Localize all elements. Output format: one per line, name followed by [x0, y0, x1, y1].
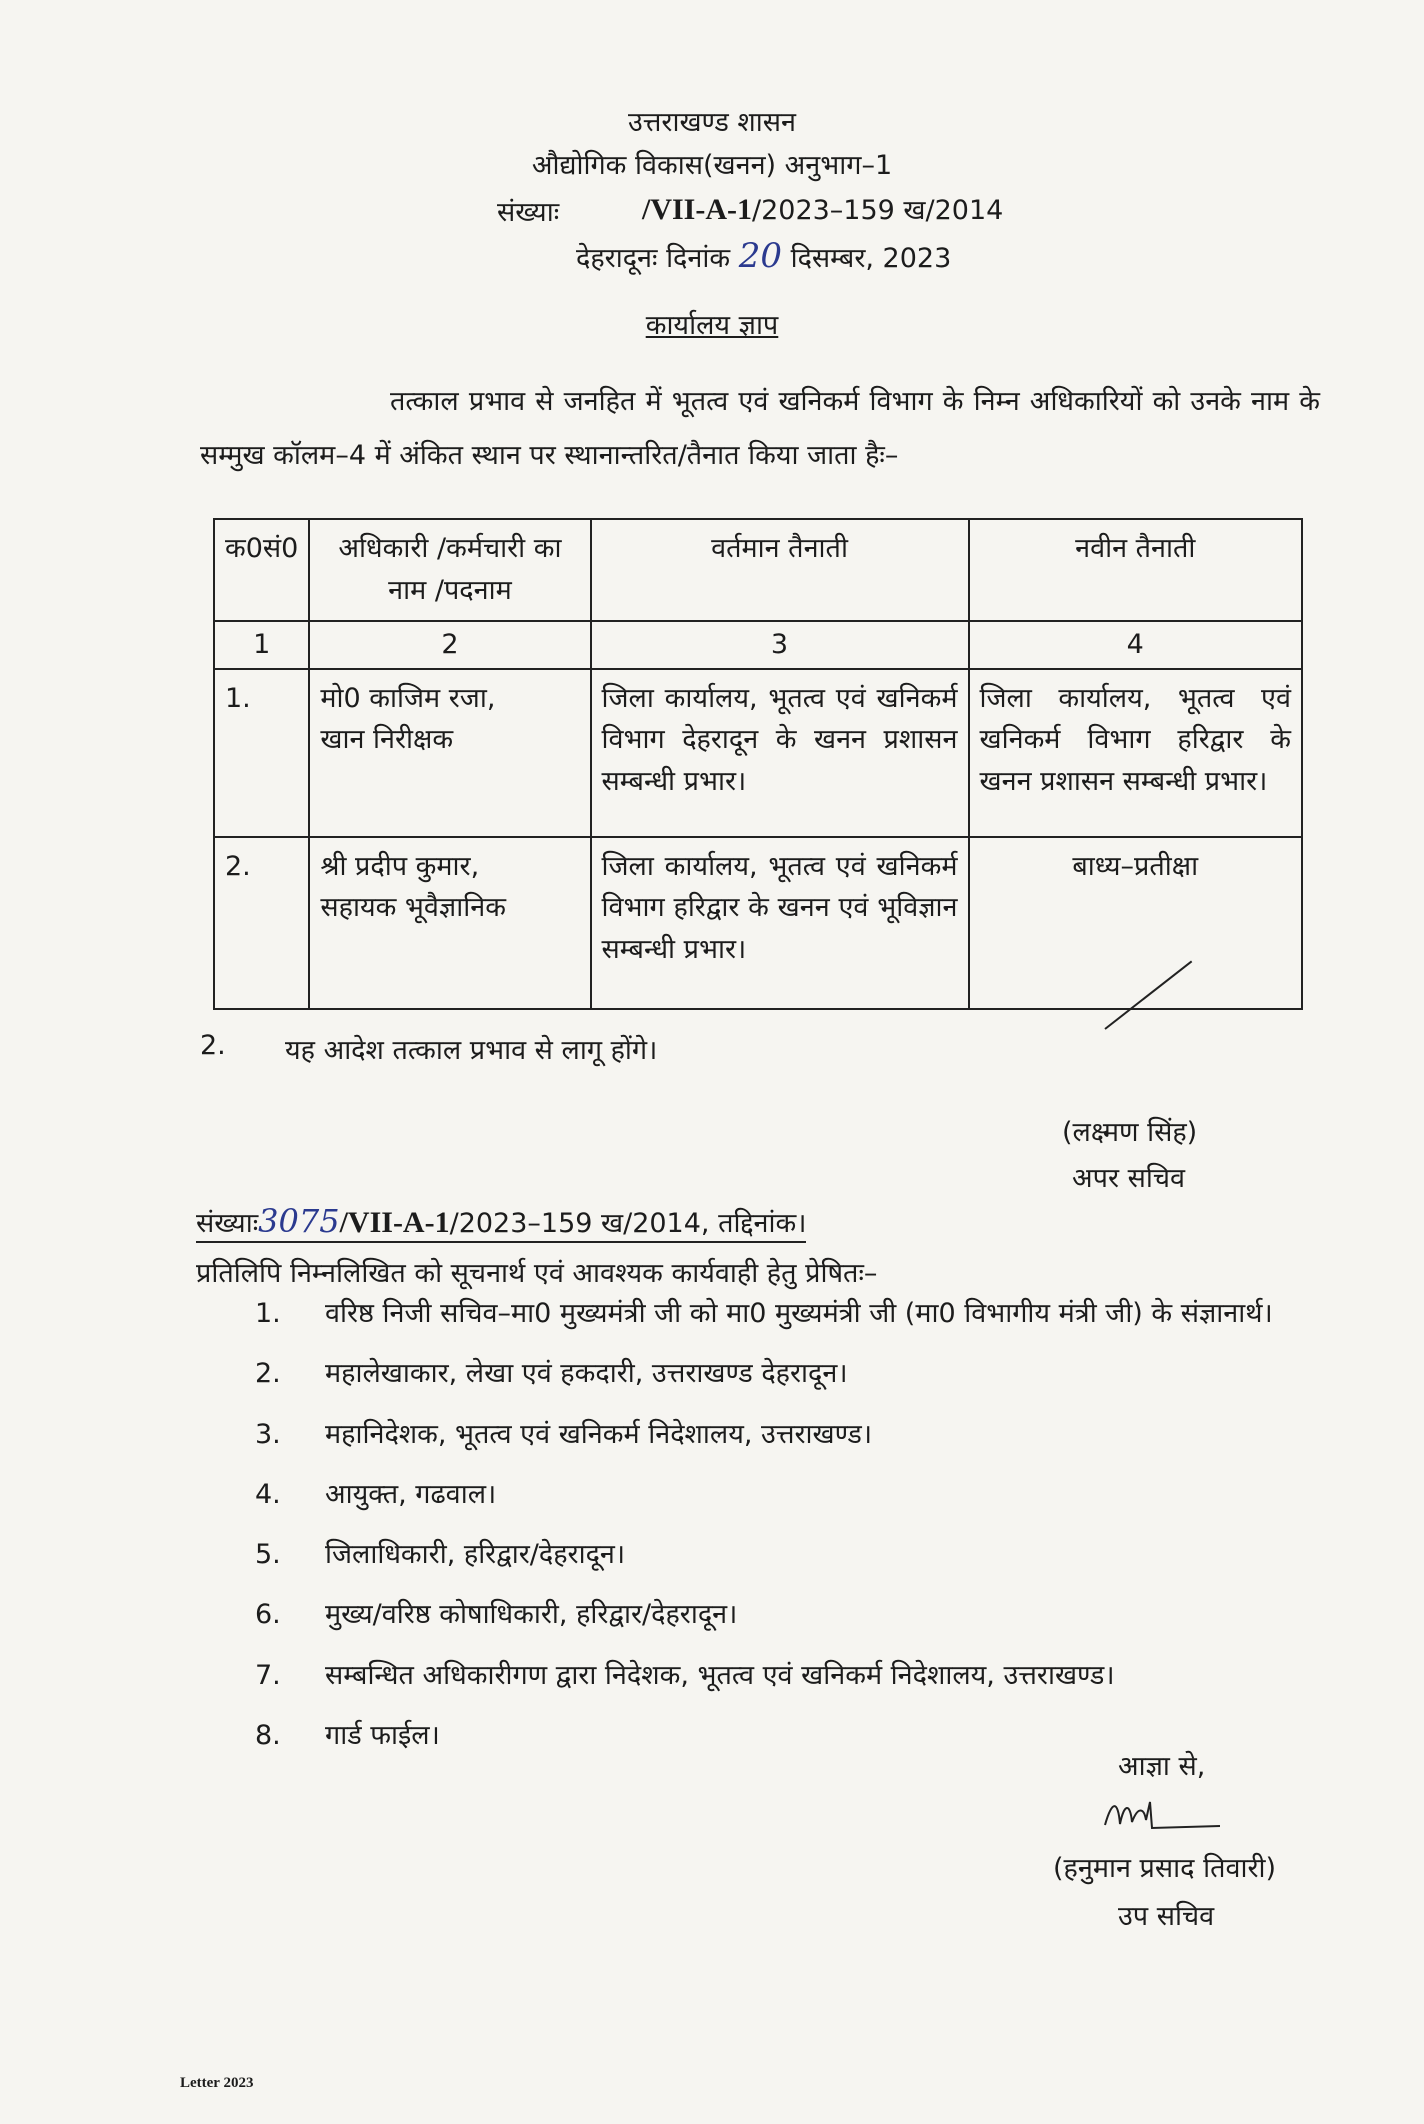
row-officer — [309, 669, 590, 837]
section-name: औद्योगिक विकास(खनन) अनुभाग–1 — [531, 150, 893, 181]
list-item — [255, 1290, 1330, 1337]
table-row — [214, 669, 1302, 837]
copy-list — [255, 1290, 1330, 1772]
copy-ref-suffix: /2023–159 ख/2014, तद्दिनांक। — [449, 1208, 807, 1239]
list-item — [255, 1652, 1330, 1699]
list-text: महालेखाकार, लेखा एवं हकदारी, उत्तराखण्ड देहरादून। — [325, 1358, 848, 1390]
header-new-posting: नवीन तैनाती — [969, 519, 1303, 621]
officer-name: श्री प्रदीप कुमार, — [320, 850, 480, 882]
list-text: आयुक्त, गढवाल। — [325, 1478, 497, 1510]
by-order: आज्ञा से, — [1118, 1751, 1206, 1782]
ref-number: /VII-A-1 — [642, 193, 752, 226]
officer-designation: सहायक भूवैज्ञानिक — [320, 892, 506, 924]
col-number: 2 — [309, 621, 590, 669]
list-number: 1. — [255, 1298, 281, 1329]
row-sno: 2. — [214, 837, 309, 1009]
list-item — [255, 1531, 1330, 1578]
row-officer — [309, 837, 590, 1009]
list-item — [255, 1411, 1330, 1458]
order-point-text: यह आदेश तत्काल प्रभाव से लागू होंगे। — [285, 1035, 658, 1066]
copy-intro: प्रतिलिपि निम्नलिखित को सूचनार्थ एवं आवश्यक कार्यवाही हेतु प्रेषितः– — [196, 1258, 878, 1289]
list-number: 5. — [255, 1539, 281, 1570]
list-text: वरिष्ठ निजी सचिव–मा0 मुख्यमंत्री जी को मा0 मुख्यमंत्री जी (मा0 विभागीय मंत्री जी) के संज्ञानार्थ। — [325, 1298, 1273, 1329]
list-text: सम्बन्धित अधिकारीगण द्वारा निदेशक, भूतत्व एवं खनिकर्म निदेशालय, उत्तराखण्ड। — [325, 1659, 1115, 1691]
list-item — [255, 1591, 1330, 1638]
ref-line — [642, 190, 1003, 227]
header-name: अधिकारी /कर्मचारी का नाम /पदनाम — [309, 519, 590, 621]
list-item — [255, 1350, 1330, 1397]
row-new-posting: जिला कार्यालय, भूतत्व एवं खनिकर्म विभाग हरिद्वार के खनन प्रशासन सम्बन्धी प्रभार। — [969, 669, 1303, 837]
header-sno: क0सं0 — [214, 519, 309, 621]
officer-name: मो0 काजिम रजा, — [320, 682, 496, 714]
table-row — [214, 837, 1302, 1009]
list-number: 8. — [255, 1719, 281, 1751]
closing-name: (हनुमान प्रसाद तिवारी) — [1053, 1853, 1277, 1884]
col-number: 1 — [214, 621, 309, 669]
col-number: 3 — [591, 621, 969, 669]
list-number: 7. — [255, 1659, 281, 1691]
header-current-posting: वर्तमान तैनाती — [591, 519, 969, 621]
signatory1-designation: अपर सचिव — [1072, 1163, 1185, 1194]
ref-label: संख्याः — [497, 197, 560, 228]
list-text: जिलाधिकारी, हरिद्वार/देहरादून। — [325, 1539, 626, 1570]
date-day-handwritten: 20 — [738, 236, 782, 276]
list-text: महानिदेशक, भूतत्व एवं खनिकर्म निदेशालय, उत्तराखण्ड। — [325, 1418, 873, 1450]
signature-mark — [1100, 1790, 1230, 1840]
signatory1-name: (लक्ष्मण सिंह) — [1062, 1117, 1198, 1148]
transfer-table — [213, 518, 1303, 1010]
table-header-row — [214, 519, 1302, 621]
date-prefix: देहरादूनः दिनांक — [576, 243, 731, 274]
list-number: 4. — [255, 1478, 281, 1510]
officer-designation: खान निरीक्षक — [320, 724, 454, 756]
list-number: 6. — [255, 1599, 281, 1631]
copy-ref-label: संख्याः — [196, 1208, 259, 1239]
row-current-posting: जिला कार्यालय, भूतत्व एवं खनिकर्म विभाग हरिद्वार के खनन एवं भूविज्ञान सम्बन्धी प्रभार। — [591, 837, 969, 1009]
intro-paragraph: तत्काल प्रभाव से जनहित में भूतत्व एवं खनिकर्म विभाग के निम्न अधिकारियों को उनके नाम के सम्मुख कॉलम–4 में अंकित स्थान पर स्थानान्तरित/तैनात किया जाता हैः– — [200, 386, 1320, 471]
govt-name: उत्तराखण्ड शासन — [627, 107, 797, 138]
order-point-number: 2. — [200, 1030, 226, 1061]
copy-ref-line — [196, 1202, 806, 1243]
row-sno: 1. — [214, 669, 309, 837]
list-text: गार्ड फाईल। — [325, 1719, 440, 1751]
footer-label: Letter 2023 — [180, 2075, 254, 2091]
row-current-posting: जिला कार्यालय, भूतत्व एवं खनिकर्म विभाग देहरादून के खनन प्रशासन सम्बन्धी प्रभार। — [591, 669, 969, 837]
list-number: 3. — [255, 1418, 281, 1450]
doc-title — [0, 305, 1424, 342]
table-colnum-row — [214, 621, 1302, 669]
copy-ref-number: /VII-A-1 — [339, 1206, 450, 1239]
row-new-posting: बाध्य–प्रतीक्षा — [969, 837, 1303, 1009]
closing-designation: उप सचिव — [1118, 1901, 1215, 1932]
copy-ref-number-handwritten: 3075 — [258, 1202, 340, 1240]
list-item — [255, 1471, 1330, 1518]
list-text: मुख्य/वरिष्ठ कोषाधिकारी, हरिद्वार/देहरादून। — [325, 1599, 738, 1631]
doc-title-text: कार्यालय ज्ञाप — [645, 310, 779, 341]
ref-suffix: /2023–159 ख/2014 — [752, 195, 1004, 226]
list-number: 2. — [255, 1358, 281, 1390]
col-number: 4 — [969, 621, 1303, 669]
date-suffix: दिसम्बर, 2023 — [790, 243, 952, 274]
date-line — [576, 236, 951, 276]
